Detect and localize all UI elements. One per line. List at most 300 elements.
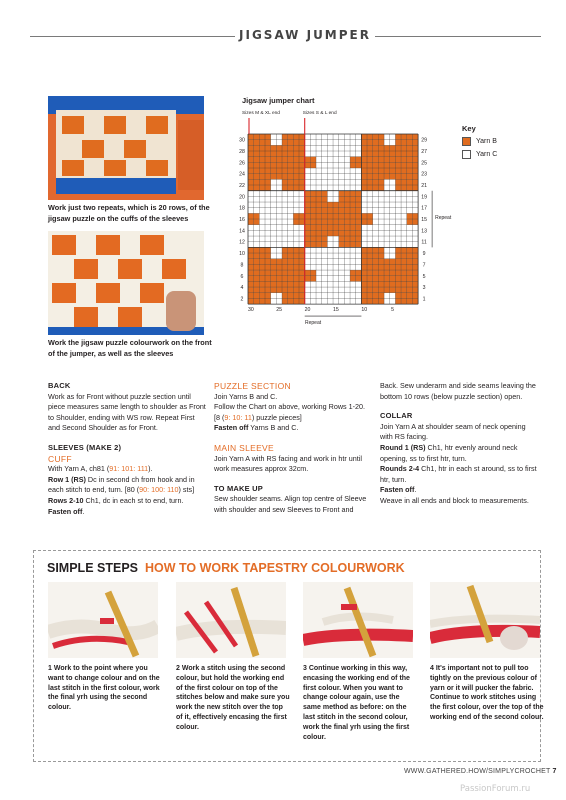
make-up-continued: Back. Sew underarm and side seams leaving the bottom 10 rows (below puzzle section) open. [380,381,536,401]
chart-cell-yarn-b [322,208,328,214]
chart-cell-yarn-b [350,276,356,282]
key-row-yarn-c [462,150,497,159]
chart-cell-yarn-b [288,140,294,146]
page-number: 7 [552,768,557,775]
chart-cell-yarn-b [356,236,362,242]
chart-cell-yarn-b [310,270,316,276]
chart-cell-yarn-b [344,225,350,231]
chart-cell-yarn-b [316,219,322,225]
chart-cell-yarn-b [305,162,311,168]
chart-cell-yarn-b [288,253,294,259]
row-number-left: 4 [240,285,244,292]
puzzle-heading: PUZZLE SECTION [214,381,291,391]
chart-cell-yarn-b [407,157,413,163]
row-number-right: 15 [421,217,427,224]
chart-cell-yarn-b [361,168,367,174]
chart-cell-yarn-b [395,162,401,168]
chart-cell-yarn-b [305,208,311,214]
chart-cell-yarn-b [407,185,413,191]
chart-cell-yarn-b [316,230,322,236]
row-number-right: 11 [421,239,427,246]
chart-cell-yarn-b [259,259,265,265]
chart-cell-yarn-b [248,281,254,287]
chart-cell-yarn-b [293,270,299,276]
chart-cell-yarn-b [407,247,413,253]
chart-cell-yarn-b [412,134,418,140]
chart-cell-yarn-b [356,242,362,248]
chart-cell-yarn-b [265,140,271,146]
chart-cell-yarn-b [305,236,311,242]
chart-cell-yarn-b [367,219,373,225]
chart-cell-yarn-b [401,287,407,293]
chart-cell-yarn-b [288,134,294,140]
chart-cell-yarn-b [344,191,350,197]
chart-cell-yarn-b [412,168,418,174]
chart-cell-yarn-b [288,162,294,168]
chart-cell-yarn-b [276,259,282,265]
chart-cell-yarn-b [367,259,373,265]
chart-cell-yarn-b [310,242,316,248]
chart-cell-yarn-b [248,168,254,174]
chart-cell-yarn-b [412,298,418,304]
chart-cell-yarn-b [356,157,362,163]
chart-cell-yarn-b [299,287,305,293]
chart-cell-yarn-b [401,134,407,140]
row-number-left: 26 [239,160,245,167]
chart-cell-yarn-b [390,270,396,276]
chart-cell-yarn-b [373,281,379,287]
chart-cell-yarn-b [282,162,288,168]
front-caption: Work the jigsaw puzzle colourwork on the front of the jumper, as well as the sleeves [48,338,212,358]
chart-cell-yarn-b [299,264,305,270]
chart-cell-yarn-b [293,287,299,293]
chart-cell-yarn-b [322,213,328,219]
chart-cell-yarn-b [265,151,271,157]
chart-cell-yarn-b [265,276,271,282]
row-number-left: 28 [239,149,245,156]
chart-cell-yarn-b [282,287,288,293]
chart-cell-yarn-b [299,276,305,282]
chart-cell-yarn-b [293,157,299,163]
chart-cell-yarn-b [350,208,356,214]
chart-cell-yarn-b [378,179,384,185]
chart-cell-yarn-b [361,157,367,163]
chart-cell-yarn-b [367,174,373,180]
chart-cell-yarn-b [373,293,379,299]
chart-cell-yarn-b [378,140,384,146]
chart-cell-yarn-b [282,270,288,276]
row-number-left: 12 [239,239,245,246]
chart-cell-yarn-b [327,202,333,208]
col-number: 5 [391,307,395,314]
chart-cell-yarn-b [293,185,299,191]
chart-cell-yarn-b [299,140,305,146]
chart-cell-yarn-b [248,253,254,259]
chart-cell-yarn-b [350,230,356,236]
puzzle-line-1: Join Yarns B and C. [214,391,278,401]
chart-cell-yarn-b [254,185,260,191]
row-number-right: 17 [421,205,427,212]
chart-cell-yarn-b [373,179,379,185]
chart-cell-yarn-b [361,213,367,219]
chart-cell-yarn-b [401,174,407,180]
chart-cell-yarn-b [395,145,401,151]
chart-cell-yarn-b [293,298,299,304]
chart-cell-yarn-b [259,134,265,140]
chart-cell-yarn-b [361,174,367,180]
chart-cell-yarn-b [282,264,288,270]
chart-cell-yarn-b [407,293,413,299]
chart-cell-yarn-b [322,219,328,225]
chart-cell-yarn-b [339,236,345,242]
chart-cell-yarn-b [339,230,345,236]
chart-cell-yarn-b [248,259,254,265]
chart-cell-yarn-b [282,276,288,282]
page-title: JIGSAW JUMPER [239,28,371,42]
chart-cell-yarn-b [293,140,299,146]
chart-cell-yarn-b [401,247,407,253]
chart-cell-yarn-b [288,298,294,304]
back-heading: BACK [48,381,71,390]
key-title: Key [462,124,476,133]
chart-cell-yarn-b [276,168,282,174]
chart-cell-yarn-b [373,298,379,304]
chart-cell-yarn-b [282,145,288,151]
chart-cell-yarn-b [310,213,316,219]
chart-cell-yarn-b [378,134,384,140]
chart-cell-yarn-b [412,140,418,146]
chart-cell-yarn-b [259,293,265,299]
chart-cell-yarn-b [248,151,254,157]
chart-cell-yarn-b [254,174,260,180]
chart-cell-yarn-b [373,140,379,146]
chart-cell-yarn-b [259,179,265,185]
chart-cell-yarn-b [265,157,271,163]
chart-cell-yarn-b [271,145,277,151]
chart-cell-yarn-b [367,298,373,304]
chart-cell-yarn-b [248,157,254,163]
chart-cell-yarn-b [401,179,407,185]
chart-cell-yarn-b [322,230,328,236]
sleeves-heading: SLEEVES (MAKE 2) [48,442,122,452]
chart-cell-yarn-b [350,191,356,197]
chart-cell-yarn-b [282,174,288,180]
chart-cell-yarn-b [299,213,305,219]
chart-cell-yarn-b [316,236,322,242]
chart-cell-yarn-b [293,174,299,180]
chart-cell-yarn-b [299,247,305,253]
chart-cell-yarn-b [361,276,367,282]
jigsaw-chart [226,110,460,332]
row-number-left: 2 [240,296,244,303]
chart-cell-yarn-b [373,259,379,265]
chart-cell-yarn-b [265,259,271,265]
step-2-text: 2 Work a stitch using the second colour, but hold the working end of the first colour on top of the stitches below and make sure you work the new stitch over the top of it, effectively encasing the first colour. [176,665,290,731]
main-sleeve-heading: MAIN SLEEVE [214,442,274,453]
chart-cell-yarn-b [265,145,271,151]
chart-cell-yarn-b [395,247,401,253]
chart-cell-yarn-b [350,219,356,225]
chart-cell-yarn-b [407,140,413,146]
chart-cell-yarn-b [299,179,305,185]
chart-cell-yarn-b [327,213,333,219]
chart-cell-yarn-b [390,259,396,265]
chart-cell-yarn-b [407,259,413,265]
chart-cell-yarn-b [265,168,271,174]
chart-cell-yarn-b [288,185,294,191]
chart-cell-yarn-b [316,213,322,219]
chart-cell-yarn-b [395,270,401,276]
chart-cell-yarn-b [367,151,373,157]
chart-cell-yarn-b [350,242,356,248]
chart-cell-yarn-b [367,276,373,282]
yarn-b-swatch [462,137,471,146]
chart-cell-yarn-b [407,174,413,180]
chart-cell-yarn-b [259,185,265,191]
collar-fasten-off: Fasten off. [380,485,417,495]
step-2-photo [176,582,286,658]
chart-cell-yarn-b [356,191,362,197]
chart-cell-yarn-b [407,287,413,293]
step-1-text: 1 Work to the point where you want to change colour and on the last stitch in the first colour, work the final yrh using the second colour. [48,665,160,712]
chart-cell-yarn-b [254,247,260,253]
chart-cell-yarn-b [356,196,362,202]
chart-cell-yarn-b [293,253,299,259]
step-3-photo [303,582,413,658]
chart-cell-yarn-b [356,276,362,282]
chart-cell-yarn-b [248,219,254,225]
chart-cell-yarn-b [293,259,299,265]
row-number-left: 18 [239,205,245,212]
chart-cell-yarn-b [384,174,390,180]
chart-cell-yarn-b [248,140,254,146]
chart-cell-yarn-b [305,270,311,276]
chart-cell-yarn-b [299,145,305,151]
chart-cell-yarn-b [288,145,294,151]
chart-cell-yarn-b [310,162,316,168]
chart-cell-yarn-b [378,259,384,265]
chart-cell-yarn-b [344,196,350,202]
col-number: 30 [247,307,254,314]
chart-cell-yarn-b [288,270,294,276]
row-number-left: 22 [239,183,245,190]
chart-cell-yarn-b [316,196,322,202]
chart-cell-yarn-b [378,162,384,168]
chart-cell-yarn-b [395,134,401,140]
chart-cell-yarn-b [248,162,254,168]
chart-cell-yarn-b [299,219,305,225]
chart-cell-yarn-b [395,151,401,157]
chart-cell-yarn-b [395,174,401,180]
chart-cell-yarn-b [271,270,277,276]
chart-cell-yarn-b [401,140,407,146]
row-number-right: 5 [422,273,426,280]
collar-text: Join Yarn A at shoulder seam of neck opening with RS facing. [380,421,526,442]
chart-cell-yarn-b [412,264,418,270]
chart-cell-yarn-b [265,185,271,191]
chart-cell-yarn-b [310,191,316,197]
chart-cell-yarn-b [407,298,413,304]
row-number-right: 19 [421,194,427,201]
chart-cell-yarn-b [254,213,260,219]
chart-cell-yarn-b [339,242,345,248]
chart-cell-yarn-b [378,270,384,276]
chart-cell-yarn-b [316,202,322,208]
chart-cell-yarn-b [248,293,254,299]
cuff-rows-2-10: Rows 2-10 Ch1, dc in each st to end, turn. [48,495,184,505]
chart-cell-yarn-b [259,298,265,304]
chart-cell-yarn-b [350,225,356,231]
chart-cell-yarn-b [339,196,345,202]
chart-cell-yarn-b [412,174,418,180]
chart-cell-yarn-b [384,157,390,163]
chart-cell-yarn-b [293,281,299,287]
chart-cell-yarn-b [276,281,282,287]
key-label-yarn-b: Yarn B [476,138,497,145]
chart-cell-yarn-b [254,145,260,151]
chart-cell-yarn-b [395,293,401,299]
chart-key [462,124,497,163]
chart-cell-yarn-b [378,157,384,163]
chart-cell-yarn-b [401,264,407,270]
chart-cell-yarn-b [265,298,271,304]
chart-cell-yarn-b [282,185,288,191]
row-number-right: 23 [421,171,427,178]
chart-cell-yarn-b [367,253,373,259]
chart-cell-yarn-b [327,225,333,231]
chart-cell-yarn-b [412,151,418,157]
chart-cell-yarn-b [288,151,294,157]
chart-cell-yarn-b [254,270,260,276]
cuff-photo [48,96,204,200]
chart-cell-yarn-b [265,281,271,287]
chart-cell-yarn-b [299,168,305,174]
chart-cell-yarn-b [254,179,260,185]
chart-cell-yarn-b [316,225,322,231]
step-4-photo [430,582,540,658]
chart-cell-yarn-b [276,264,282,270]
chart-cell-yarn-b [265,270,271,276]
chart-cell-yarn-b [254,151,260,157]
chart-cell-yarn-b [390,174,396,180]
header-rule-left [30,36,235,37]
chart-cell-yarn-b [373,145,379,151]
chart-cell-yarn-b [412,179,418,185]
chart-cell-yarn-b [395,264,401,270]
chart-cell-yarn-b [248,185,254,191]
chart-cell-yarn-b [254,298,260,304]
chart-cell-yarn-b [299,293,305,299]
row-number-left: 16 [239,217,245,224]
collar-heading: COLLAR [380,411,413,421]
chart-cell-yarn-b [373,287,379,293]
chart-cell-yarn-b [390,276,396,282]
chart-cell-yarn-b [407,281,413,287]
chart-cell-yarn-b [259,145,265,151]
chart-cell-yarn-b [276,162,282,168]
chart-cell-yarn-b [361,140,367,146]
chart-cell-yarn-b [407,168,413,174]
chart-cell-yarn-b [401,298,407,304]
chart-cell-yarn-b [412,270,418,276]
chart-cell-yarn-b [271,162,277,168]
chart-cell-yarn-b [293,213,299,219]
chart-cell-yarn-b [412,185,418,191]
page-header [0,28,566,44]
chart-cell-yarn-b [412,293,418,299]
chart-cell-yarn-b [259,157,265,163]
chart-cell-yarn-b [367,293,373,299]
chart-cell-yarn-b [350,270,356,276]
step-3-text: 3 Continue working in this way, encasing the working end of the first colour. When you want to change colour again, use the same method as before: on the last stitch in the second colour, work the final yrh using the first colour. [303,665,410,741]
chart-cell-yarn-b [293,134,299,140]
chart-cell-yarn-b [373,174,379,180]
chart-cell-yarn-b [248,247,254,253]
chart-cell-yarn-b [316,191,322,197]
chart-cell-yarn-b [259,140,265,146]
chart-cell-yarn-b [401,253,407,259]
chart-cell-yarn-b [299,174,305,180]
chart-cell-yarn-b [378,185,384,191]
chart-cell-yarn-b [276,270,282,276]
row-number-right: 9 [422,251,426,258]
chart-cell-yarn-b [310,225,316,231]
chart-cell-yarn-b [254,140,260,146]
chart-cell-yarn-b [259,264,265,270]
chart-cell-yarn-b [259,247,265,253]
chart-cell-yarn-b [361,264,367,270]
chart-cell-yarn-b [373,151,379,157]
chart-cell-yarn-b [248,287,254,293]
chart-cell-yarn-b [395,168,401,174]
chart-cell-yarn-b [390,287,396,293]
chart-cell-yarn-b [350,196,356,202]
chart-cell-yarn-b [259,168,265,174]
chart-cell-yarn-b [271,259,277,265]
chart-cell-yarn-b [305,242,311,248]
chart-cell-yarn-b [361,185,367,191]
chart-cell-yarn-b [361,134,367,140]
chart-cell-yarn-b [327,230,333,236]
row-number-left: 30 [239,137,245,144]
chart-cell-yarn-b [254,253,260,259]
chart-cell-yarn-b [288,157,294,163]
chart-cell-yarn-b [407,145,413,151]
chart-cell-yarn-b [333,219,339,225]
chart-cell-yarn-b [254,287,260,293]
make-up-heading: TO MAKE UP [214,483,263,493]
chart-cell-yarn-b [407,213,413,219]
chart-cell-yarn-b [395,276,401,282]
chart-cell-yarn-b [395,157,401,163]
text-column-3 [380,381,540,507]
chart-cell-yarn-b [373,276,379,282]
size-label-left: Sizes M & XL end [242,111,280,116]
chart-cell-yarn-b [293,276,299,282]
chart-cell-yarn-b [271,281,277,287]
chart-cell-yarn-b [390,157,396,163]
chart-cell-yarn-b [395,179,401,185]
chart-cell-yarn-b [271,168,277,174]
cuff-heading: CUFF [48,453,72,464]
chart-cell-yarn-b [378,281,384,287]
chart-cell-yarn-b [271,287,277,293]
chart-cell-yarn-b [265,162,271,168]
chart-cell-yarn-b [299,162,305,168]
chart-cell-yarn-b [356,202,362,208]
chart-cell-yarn-b [407,270,413,276]
chart-cell-yarn-b [401,281,407,287]
